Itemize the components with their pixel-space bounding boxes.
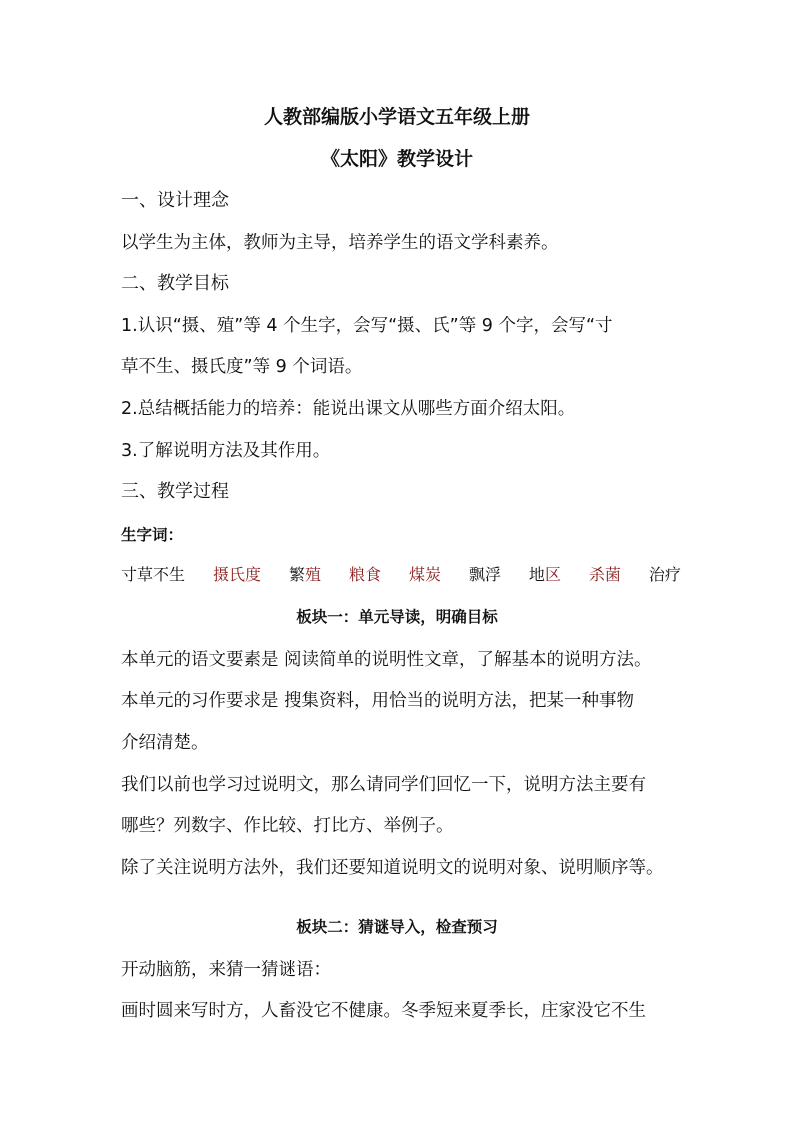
block-1-paragraph-2-line-1: 本单元的习作要求是 搜集资料，用恰当的说明方法，把某一种事物	[121, 691, 635, 711]
goal-3: 3.了解说明方法及其作用。	[121, 441, 331, 461]
document-title: 人教部编版小学语文五年级上册	[263, 106, 530, 128]
goal-1-line-1: 1.认识“摄、殖”等 4 个生字，会写“摄、氏”等 9 个字，会写“寸	[121, 316, 613, 336]
block-1-paragraph-3-line-2: 哪些？列数字、作比较、打比方、举例子。	[121, 816, 454, 836]
goal-2: 2.总结概括能力的培养：能说出课文从哪些方面介绍太阳。	[121, 399, 576, 419]
vocab-word-part: 寸草不生	[121, 565, 186, 584]
block-1-paragraph-1: 本单元的语文要素是 阅读简单的说明性文章，了解基本的说明方法。	[121, 650, 652, 670]
block-2-heading: 板块二：猜谜导入，检查预习	[296, 917, 498, 936]
block-1-paragraph-4: 除了关注说明方法外，我们还要知道说明文的说明对象、说明顺序等。	[121, 858, 664, 878]
vocab-word	[289, 562, 321, 588]
vocab-word-part: 区	[544, 565, 561, 584]
vocab-label: 生字词：	[121, 525, 184, 544]
vocab-word-part: 飘浮	[468, 565, 501, 584]
vocab-word-part: 摄氏度	[212, 565, 261, 584]
vocab-word-part: 杀菌	[588, 565, 621, 584]
block-1-heading: 板块一：单元导读，明确目标	[296, 607, 498, 626]
vocab-word	[349, 562, 381, 588]
vocab-word	[121, 562, 185, 588]
vocab-word	[213, 562, 261, 588]
vocab-word	[529, 562, 561, 588]
vocab-word-part: 殖	[304, 565, 321, 584]
vocab-word	[469, 562, 501, 588]
section-heading-teaching-goals: 二、教学目标	[121, 273, 229, 294]
design-concept-text: 以学生为主体，教师为主导，培养学生的语文学科素养。	[121, 233, 559, 253]
block-2-paragraph-2: 画时圆来写时方，人畜没它不健康。冬季短来夏季长，庄家没它不生	[121, 1001, 646, 1021]
lesson-title: 《太阳》教学设计	[320, 148, 473, 170]
section-heading-design-concept: 一、设计理念	[121, 190, 229, 211]
vocab-word-part: 繁	[288, 565, 305, 584]
block-1-paragraph-2-line-2: 介绍清楚。	[121, 733, 209, 753]
vocab-word	[649, 562, 681, 588]
vocab-word-part: 煤炭	[408, 565, 441, 584]
block-1-paragraph-3-line-1: 我们以前也学习过说明文，那么请同学们回忆一下，说明方法主要有	[121, 775, 646, 795]
vocab-word-part: 治疗	[648, 565, 681, 584]
vocab-word-part: 地	[528, 565, 545, 584]
vocab-word	[589, 562, 621, 588]
goal-1-line-2: 草不生、摄氏度”等 9 个词语。	[121, 357, 363, 377]
section-heading-teaching-process: 三、教学过程	[121, 481, 229, 502]
block-2-paragraph-1: 开动脑筋，来猜一猜谜语：	[121, 960, 331, 980]
vocab-word-list	[121, 562, 681, 588]
vocab-word-part: 粮食	[348, 565, 381, 584]
vocab-word	[409, 562, 441, 588]
